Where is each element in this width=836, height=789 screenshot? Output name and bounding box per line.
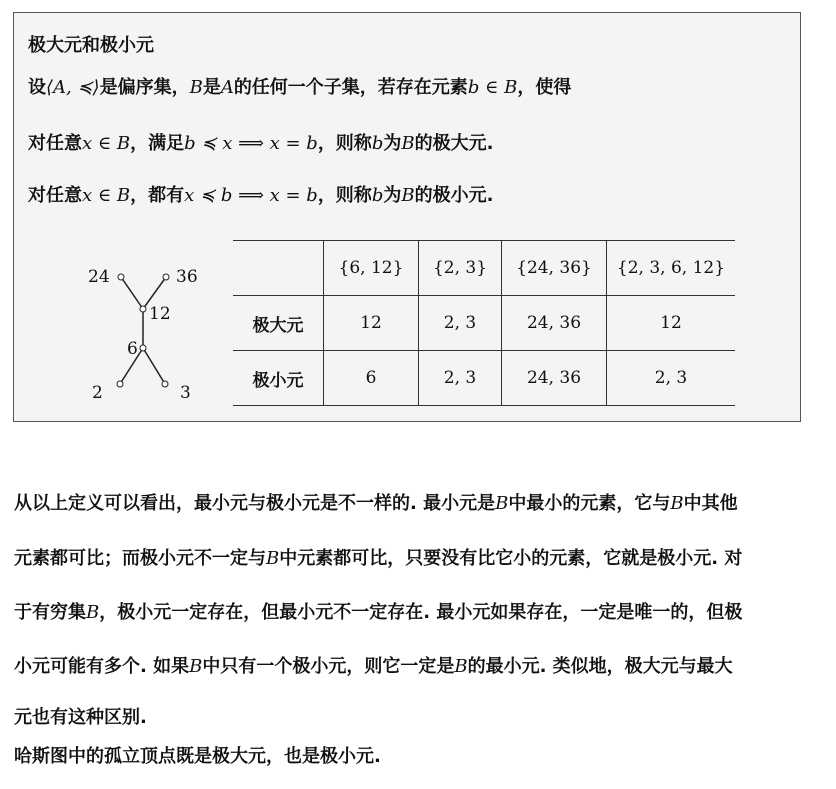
p2-text-b: 中元素都可比，只要没有比它小的元素，它就是极小元. 对 bbox=[279, 548, 743, 569]
min-text-1: 对任意 bbox=[28, 185, 82, 206]
label-2: 2 bbox=[92, 383, 103, 403]
node-24 bbox=[118, 274, 124, 280]
node-12 bbox=[140, 306, 146, 312]
p3-text-a: 于有穷集 bbox=[14, 602, 86, 623]
row-label-maximal: 极大元 bbox=[233, 296, 324, 351]
label-12: 12 bbox=[149, 304, 171, 324]
table-cell: 2, 3 bbox=[419, 296, 502, 351]
label-3: 3 bbox=[180, 383, 191, 403]
intro-text-1: 设 bbox=[28, 77, 46, 98]
max-text-5: 的极大元. bbox=[414, 133, 494, 154]
max-B: B bbox=[401, 133, 415, 154]
paragraph-line-3 bbox=[14, 598, 814, 624]
paragraph-line-5: 元也有这种区别. bbox=[14, 707, 147, 728]
p1-text-c: 中其他 bbox=[683, 493, 738, 514]
table-header-row bbox=[233, 241, 735, 296]
table-cell: 24, 36 bbox=[502, 351, 607, 406]
table-header-cell: {2, 3} bbox=[419, 241, 502, 296]
node-36 bbox=[163, 274, 169, 280]
set-b-symbol: B bbox=[189, 77, 203, 98]
p1-B2: B bbox=[670, 493, 684, 514]
p1-B1: B bbox=[495, 493, 509, 514]
label-6: 6 bbox=[127, 339, 138, 359]
min-cond: x ∈ B bbox=[82, 185, 131, 206]
node-2 bbox=[117, 381, 123, 387]
intro-line bbox=[28, 73, 571, 99]
table-cell: 24, 36 bbox=[502, 296, 607, 351]
max-text-2: ，满足 bbox=[130, 133, 185, 154]
max-b: b bbox=[371, 133, 384, 154]
p3-B: B bbox=[86, 602, 100, 623]
p4-text-b: 中只有一个极小元，则它一定是 bbox=[202, 656, 455, 677]
min-implication: x ≼ b ⟹ x = b bbox=[184, 185, 318, 206]
max-implication: b ≼ x ⟹ x = b bbox=[184, 133, 318, 154]
p4-text-a: 小元可能有多个. 如果 bbox=[14, 656, 190, 677]
minimal-definition bbox=[28, 181, 493, 207]
table-cell: 2, 3 bbox=[419, 351, 502, 406]
p2-B: B bbox=[266, 548, 280, 569]
intro-text-4: 的任何一个子集，若存在元素 bbox=[233, 77, 468, 98]
intro-text-3: 是 bbox=[202, 77, 221, 98]
label-24: 24 bbox=[88, 267, 110, 287]
min-text-5: 的极小元. bbox=[414, 185, 494, 206]
table-header-cell: {24, 36} bbox=[502, 241, 607, 296]
table-cell: 12 bbox=[607, 296, 736, 351]
intro-text-2: 是偏序集， bbox=[99, 77, 190, 98]
table-header-cell: {6, 12} bbox=[324, 241, 419, 296]
paragraph-line-2 bbox=[14, 544, 814, 570]
table-cell: 6 bbox=[324, 351, 419, 406]
table-cell: 12 bbox=[324, 296, 419, 351]
max-text-3: ，则称 bbox=[317, 133, 372, 154]
hasse-diagram bbox=[84, 251, 224, 401]
min-b: b bbox=[371, 185, 384, 206]
table-header-cell bbox=[233, 241, 324, 296]
table-row-minimal bbox=[233, 351, 735, 406]
min-text-4: 为 bbox=[383, 185, 402, 206]
set-a-symbol: A bbox=[220, 77, 234, 98]
p2-text-a: 元素都可比；而极小元不一定与 bbox=[14, 548, 266, 569]
min-text-3: ，则称 bbox=[317, 185, 372, 206]
p1-text-a: 从以上定义可以看出，最小元与极小元是不一样的. 最小元是 bbox=[14, 493, 496, 514]
max-cond: x ∈ B bbox=[82, 133, 131, 154]
table-cell: 2, 3 bbox=[607, 351, 736, 406]
p4-B1: B bbox=[189, 656, 203, 677]
node-6 bbox=[140, 345, 146, 351]
definition-box bbox=[13, 12, 801, 422]
extremal-table bbox=[233, 240, 735, 406]
min-B: B bbox=[401, 185, 415, 206]
node-3 bbox=[162, 381, 168, 387]
row-label-minimal: 极小元 bbox=[233, 351, 324, 406]
box-title: 极大元和极小元 bbox=[28, 35, 154, 56]
p4-text-c: 的最小元. 类似地，极大元与最大 bbox=[467, 656, 733, 677]
max-text-1: 对任意 bbox=[28, 133, 82, 154]
label-36: 36 bbox=[176, 267, 198, 287]
p1-text-b: 中最小的元素，它与 bbox=[508, 493, 671, 514]
intro-text-5: ，使得 bbox=[517, 77, 572, 98]
table-header-cell: {2, 3, 6, 12} bbox=[607, 241, 736, 296]
paragraph-line-6: 哈斯图中的孤立顶点既是极大元，也是极小元. bbox=[14, 746, 381, 767]
poset-symbol: ⟨A, ≼⟩ bbox=[46, 77, 100, 98]
p4-B2: B bbox=[454, 656, 468, 677]
table-row-maximal bbox=[233, 296, 735, 351]
p3-text-b: ，极小元一定存在，但最小元不一定存在. 最小元如果存在，一定是唯一的，但极 bbox=[99, 602, 743, 623]
edge-6-3 bbox=[143, 348, 165, 384]
min-text-2: ，都有 bbox=[130, 185, 185, 206]
edge-24-12 bbox=[121, 277, 143, 309]
paragraph-line-4 bbox=[14, 652, 814, 678]
paragraph-line-1 bbox=[14, 489, 814, 515]
maximal-definition bbox=[28, 129, 493, 155]
element-b-symbol: b ∈ B bbox=[467, 77, 518, 98]
max-text-4: 为 bbox=[383, 133, 402, 154]
